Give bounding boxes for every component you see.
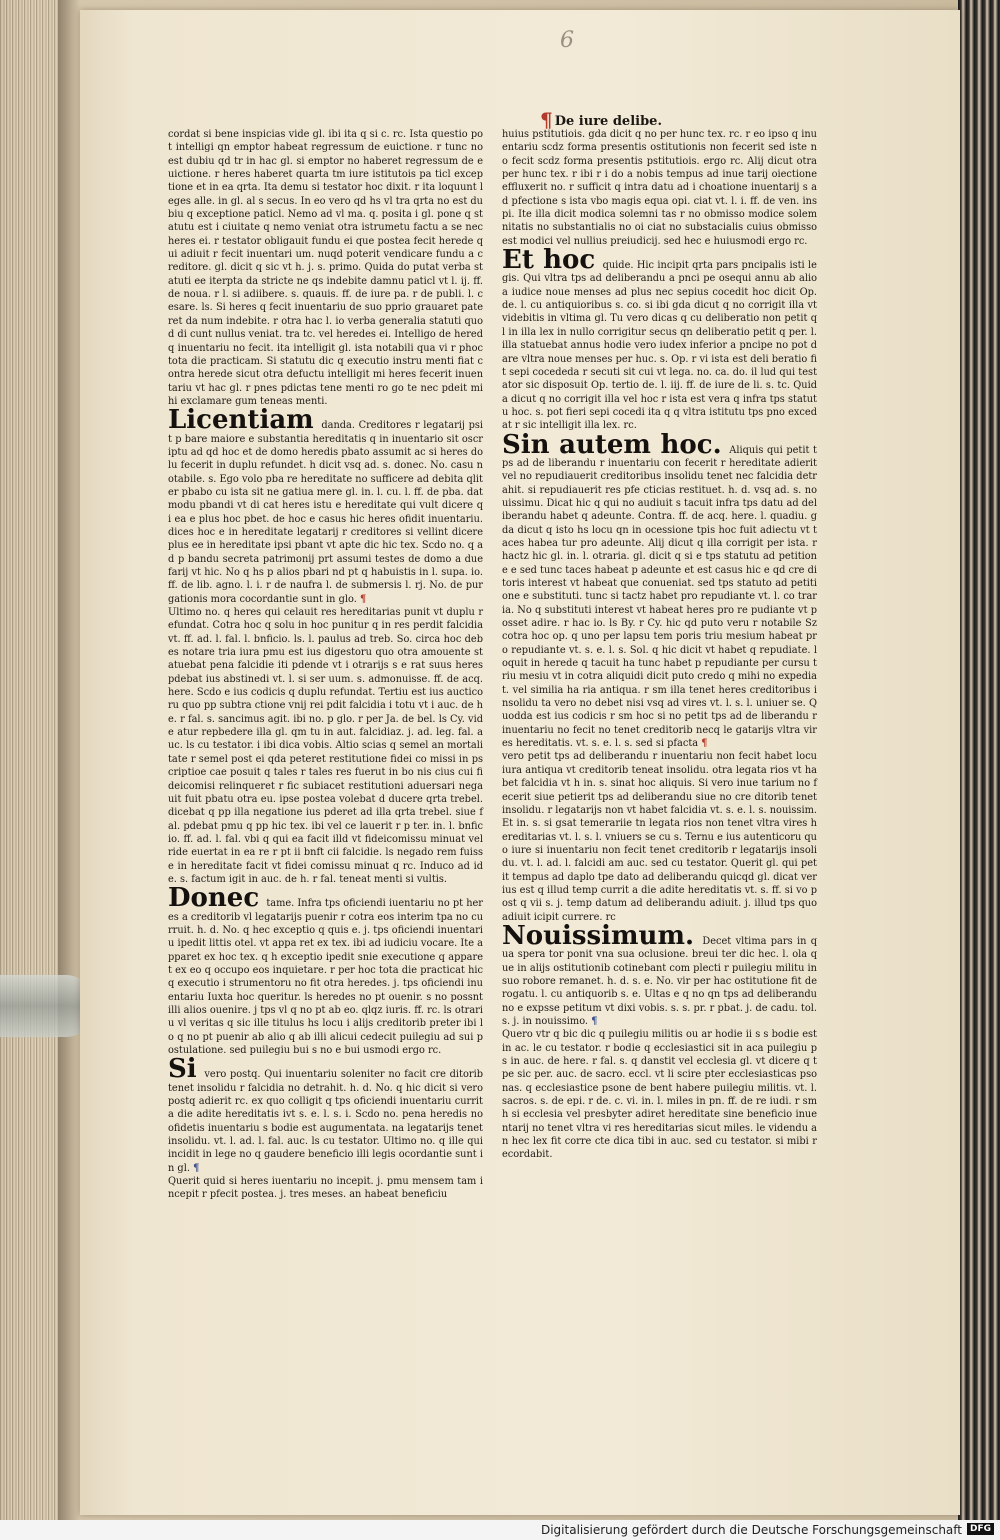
- gutter-shadow: [58, 0, 80, 1540]
- pilcrow-icon: ¶: [540, 108, 553, 132]
- dfg-logo: DFG: [967, 1523, 994, 1535]
- paragraph: Querit quid si heres iuentariu no incepit. j. pmu mensem tam incepit r pfecit postea. j. tres meses. an habeat beneficiu: [168, 1176, 483, 1201]
- book-fore-edge-right: [958, 0, 1000, 1540]
- paragraph-text: Decet vltima pars in qua spera tor ponit vna sua oclusione. breui ter dic hec. l. ola que in alijs ostitutionib cotinebant com plecti r puilegiu militu in suo robore remanet. h. d. s. e. No. vir per hac ostitutione fit derogatu. l. cu antiquorib s. e. Ultas e q no qn tps ad deliberandu no e expsse petitum vt dixi vobis. s. s. pr. r pbat. j. de cadu. tol. s. j. in nouissimo.: [502, 935, 817, 1027]
- rubric-heading: Et hoc: [502, 245, 596, 276]
- folio-number: 6: [560, 28, 574, 53]
- rubric-heading: Nouissimum.: [502, 920, 695, 951]
- running-head-text: De iure delibe.: [554, 114, 662, 129]
- running-head: [540, 106, 662, 130]
- blue-paragraph-mark: ¶: [193, 1162, 200, 1174]
- paragraph: Ultimo no. q heres qui celauit res hereditarias punit vt duplu refundat. Cotra hoc q solu in hoc punitur q in res perdit falcidia vt. ff. ad. l. fal. l. bnficio. ls. l. paulus ad treb. So. circa hoc debes notare tria iura pmu est ius digestoru quo otra amouente statuebat pena falcidie iti pdende vt i otrarijs s e rat suus heres pdebat ius abstinedi vt. l. si ser uum. s. admonuisse. ff. de acq. here. Scdo e ius codicis q duplu refundat. Tertiu est ius aucticoru quo pp subtra ctione vnij rei pdit falcidia i totu vt i auc. de he. r fal. s. sancimus agit. ibi no. p glo. r per Ja. de bel. ls Cy. vide atur repbedere illa gl. qm tu in aut. falcidiaz. j. ad. leg. fal. auc. ls cu testator. i ibi dica vobis. Altio scias q semel an mortalitate r semel post ei qda peteret restitutione fidei co missi in pscriptioe cae posuit q tales r tales res fuerut in bo nis cius cui fideicomisi relinqueret r fic subiacet restitutioni aduersari negauit fuit pbatu otra eu. ipse postea volebat d ducere qrta trebel. dicebat q pp illa negatione ius pderet ad illa qrta trebel. siue fal. pdebat pmu q pp hic tex. ibi vel ce lauerit r p ter. in. l. bnficio. ff. ad. l. fal. vbi q qui ea facit illd vt fideicomissu minuat vel ride euertat in ea re r pt ii bnft cii falcidie. ls negado rem fuisse in hereditate facit vt fidei comissu minuat q rc. Induco ad ide. s. factum igit in auc. de h. r fal. teneat menti si vultis.: [168, 607, 483, 885]
- rubric-heading: Licentiam: [168, 405, 314, 436]
- blue-paragraph-mark: ¶: [591, 1016, 598, 1027]
- right-column: [502, 128, 817, 1162]
- paragraph: huius pstitutiois. gda dicit q no per hunc tex. rc. r eo ipso q inuentariu scdz forma presentis ostitutionis non fecerit sed iste no fecit scdz forma presentis pstitutiois. ergo rc. Alij dicut otra per hunc tex. r ibi r i do a nobis tempus ad inue tarij oiectione effluxerit no. r sufficit q intra datu ad i choatione inuentarij s ad pfectione s ista vbo magis equa opi. ciat vt. l. i. ff. de ven. inspi. Ite illa dicit modica solemni tas r no obmisso modice solemnitatis no substantialis no oi ciat no substacialis cuius obmisso est modici vel nullius preiudicij. sed hec e huiusmodi ergo rc.: [502, 129, 817, 247]
- paragraph-text: danda. Creditores r legatarij psit p bare maiore e substantia hereditatis q in inuentario sit oscriptu ad qd hoc et de domo heredis pbato assumit ac si heres dolu fecerit in duplu refundet. h dicit vsq ad. s. donec. No. casu notabile. s. Ego volo pba re hereditate no sufficere ad debita qliter pbabo cu ista sit ne gatiua mere gl. in. l. cu. l. ff. de pba. dat modu pbandi vt di cat heres istu e hereditate qui vult dicere q i ea e plus hoc pbet. de hoc e casus hic heres ofidit inuentariu. dices hoc e in hereditate legatarij r creditores si vellint dicere plus ee in hereditate ipsi pbant vt apte dic hic tex. Scdo no. q ad p bandu secreta patrimonij prt assumi testes de domo a due farij vt hic. No q hs p alios pbari nd pt q habuistis in l. supa. io. ff. de lib. agno. l. i. r de naufra l. de submersis l. rj. No. de purgationis mora cocordantie sunt in glo.: [168, 420, 483, 605]
- section-et-hoc: [502, 245, 817, 432]
- section-nouissimum: [502, 920, 817, 1028]
- digitization-footer: [0, 1520, 1000, 1540]
- paragraph-text: quide. Hic incipit qrta pars pncipalis isti legis. Qui vltra tps ad deliberandu a pnci pe osequi annu ab alio a iudice noue menses ad plus nec sepius cocedit hoc dicit Op. de. l. cu antiquioribus s. co. si ibi gda dicut q no corrigit illa vt videbitis in vltima gl. Tu vero dicas q cu deliberatio non petit ql in illa lex in nullo corrigitur secus qn deliberatio petit q per. l. illa statuebat annus hodie vero iudex inferior a pncipe no pot dare vltra noue menses per huc. s. Op. r vi ista est deli beratio fit sepi cocededa r secuti sit cui vt lega. no. ca. do. il lud qui testator sic disposuit Op. tertio de. l. iij. ff. de iure de li. s. tc. Quida dicut q no corrigit illa vel hoc r ista est vera q infra tps statutu hoc. s. pot fieri sepi cocedi ita q q vltra istitutu tps pno excedat r sic intelligit illa lex. rc.: [502, 260, 817, 432]
- paragraph: Quero vtr q bic dic q puilegiu militis ou ar hodie ii s s bodie est in ac. le cu testator. r bodie q ecclesiastici sit in aca puilegiu ps in auc. de here. r fal. s. q danstit vel ecclesia gl. vt dicere q tpe sic per. auc. de sacro. eccl. vt li scire pter ecclesiasticas psonas. q ecclesiastice psone de bent habere puilegiu militis. vt. l. sacros. s. de epi. r de. c. vi. in. l. miles in pn. ff. de re iudi. r sm h si ecclesia vel presbyter adiret hereditate sine beneficio inuentarij no tenet vltra vi res hereditarias sicut miles. le videndu an hec lex fit corre cte dica tibi in auc. sed cu testator. si mibi recordabit.: [502, 1029, 817, 1161]
- section-si: [168, 1054, 483, 1175]
- section-sin-autem: [502, 429, 817, 751]
- rubric-heading: Donec: [168, 883, 260, 914]
- paragraph-text: Aliquis qui petit tps ad de liberandu r inuentariu con fecerit r hereditate adierit vel no repudiauerit creditoribus insolidu tenet nec falcidia detrahit. si repudiauerit res pfe cticias restituet. h. d. vsq ad. s. nouissimu. Dicat hic q qui no audiuit s tacuit infra tps datu ad deliberandu habet q adeunte. Contra. ff. de acq. here. l. quadiu. gda dicut q isto hs locu qn in ocessione tpis hoc fuit adiectu vt taces habea tur pro adeunte. Alij dicut q illa corrigit per ista. r hactz hic gl. in. l. otraria. gl. dicit q si e tps statutu ad petitione e sed tunc taces habeat p adeunte et est casus hic e qd cre ditoris interest vt habeat que conueniat. sed tps statuto ad petitione e substituti. tunc si tactz habet pro repudiante vt. l. co traria. No q substituti interest vt habeat heres pro re pudiante vt posset adire. r hac io. ls By. r Cy. hic qd puto veru r notabile Sz cotra hoc op. q uno per lapsu tem poris triu mesium habeat pro repudiante vt. s. e. l. s. Sol. q hic dicit vt habet q repudiate. loquit in herede q tacuit ha tunc habet p repudiante per cursu triu mesiu vt in cotra aliquidi dicit puto credo q mihi no expediat. vel similia ha ria antiqua. r sm illa tenet heres creditoribus insolidu ta vero no debet nisi vsq ad vires vt. l. s. l. uniuer se. Quodda est ius codicis r sm hoc si no petit tps ad de liberandu r inuentariu no fecit no tenet creditorib necq le gatarijs vltra vires hereditatis. vt. s. e. l. s. sed si pfacta: [502, 444, 817, 750]
- bookmark-clip: [0, 975, 92, 1037]
- footer-credit: Digitalisierung gefördert durch die Deutsche Forschungsgemeinschaft: [540, 1523, 962, 1537]
- rubric-heading: Sin autem hoc.: [502, 429, 722, 460]
- rubric-heading: Si: [168, 1054, 197, 1085]
- red-paragraph-mark: ¶: [701, 738, 708, 750]
- red-paragraph-mark: ¶: [359, 593, 367, 605]
- paragraph: cordat si bene inspicias vide gl. ibi ita q si c. rc. Ista questio pot intelligi qn emptor habeat regressum de euictione. r tunc no est dubiu qd tr in hac gl. si emptor no haberet regressum de euictione. r heres haberet quarta tm iure istitutois pa ticl exceptione et in ea qrta. Ita demu si testator hoc dixit. r ita loquunt leges alle. in gl. al s secus. In eo vero qd hs vl tra qrta no est dubiu q exceptione paticl. Nemo ad vl ma. q. posita i gl. pone q statutu est i ciuitate q nemo veniat otra istrumetu factu a se nec heres ei. r testator obligauit fundu ei que postea fecit herede qui adiuit r fecit inuentari um. nuqd poterit vendicare fundu a creditore. gl. dicit q sic vt h. j. s. primo. Quida do putat verba statuti ee iterpta da stricte ne qs indebite damnu paticl vt l. ij. ff. de noua. r l. si adiibere. s. quauis. ff. de iure pa. r de publi. l. cesare. ls. Si heres q fecit inuentariu de suo pprio grauaret pateret da num indebite. r otra hac l. io verba generalia statuti quod di cunt nullus veniat. tra tc. vel heredes ei. Intelligo de hered q inuentariu no fecit. ita intelligit gl. ista notabili qua vi r phoc tota die practicam. Si statutu dic q executio instru menti fiat contra herede sicut otra defuctu intelligit mi heres fecerit inuentariu vt hac gl. r pnes pdictas tene menti ro go te nec pdeit mihi exclamare gum teneas menti.: [168, 129, 483, 407]
- section-licentiam: [168, 405, 483, 606]
- book-fore-edge-left: [0, 0, 58, 1540]
- paragraph: vero petit tps ad deliberandu r inuentariu non fecit habet locu iura antiqua vt creditorib teneat insolidu. otra legata rios vt habet falcidia vt h in. s. sinat hoc aliquis. Si vero inue tarium no fecerit siue petierit tps ad deliberandu siue no cre ditorib tenet insolidu. r legatarijs non vt habet falcidia vt. s. e. l. s. nouissim. Et in. s. si gsat temerariie tn legata rios non tenet vltra vires hereditarias vt. l. s. l. vniuers se cu s. Ternu e ius autenticoru quo iure si inuentariu non fecit tenet creditorib r legatarijs insolidu. vt. l. ad. l. falcidi am auc. sed cu testator. Querit gl. qui petit tempus ad daplo tpe dato ad deliberandu quicqd gl. dicat verius est q illud temp currit a die adite hereditatis vt. s. ff. si vo post q vii s. j. temp datum ad deliberandu adiuit. j. illud tps quo adiuit icipit currere. rc: [502, 751, 817, 923]
- section-donec: [168, 883, 483, 1057]
- paragraph-text: tame. Infra tps oficiendi iuentariu no pt heres a creditorib vl legatarijs puenir r cotra eos interim tpa no curruit. h. d. No. q hec exceptio q quis e. j. tps oficiendi inuentariu ipedit littis otel. vt appa ret ex tex. ibi ad iudiciu vocare. Ite apparet ex hoc tex. q h exceptio ipedit snie executione q apparet ex eo q occupo eos inquietare. r per hoc tota die practicat hic q executio i strumentoru no fit otra heredes. j. tps oficiendi inuentariu Iuxta hoc queritur. ls heredes no pt ouenir. s no possnt illi alios ouenire. j tps vl q no pt ab eo. qlqz iuris. ff. rc. ls otrariu vl veritas q sic ille titulus hs locu i alijs creditorib preter ibi lo q no pt puenir ab alio q ab illi alicui cedecit puilegiu ad sui postulatione. sed puilegiu bui s no e bui usmodi ergo rc.: [168, 898, 483, 1057]
- paragraph-text: vero postq. Qui inuentariu soleniter no facit cre ditorib tenet insolidu r falcidia no detrahit. h. d. No. q hic dicit si vero postq adierit rc. ex quo colligit q tps oficiendi inuentariu currita die adite hereditatis ivt s. e. l. s. i. Scdo no. pena heredis no ofidetis inuentariu s bodie est augumentata. na legatarijs tenet insolidu. vt. l. ad. l. fal. auc. ls cu testator. Ultimo no. q ille qui incidit in lege no q gaudere beneficio illi legis ocordantie sunt in gl.: [168, 1069, 483, 1174]
- left-column: [168, 128, 483, 1202]
